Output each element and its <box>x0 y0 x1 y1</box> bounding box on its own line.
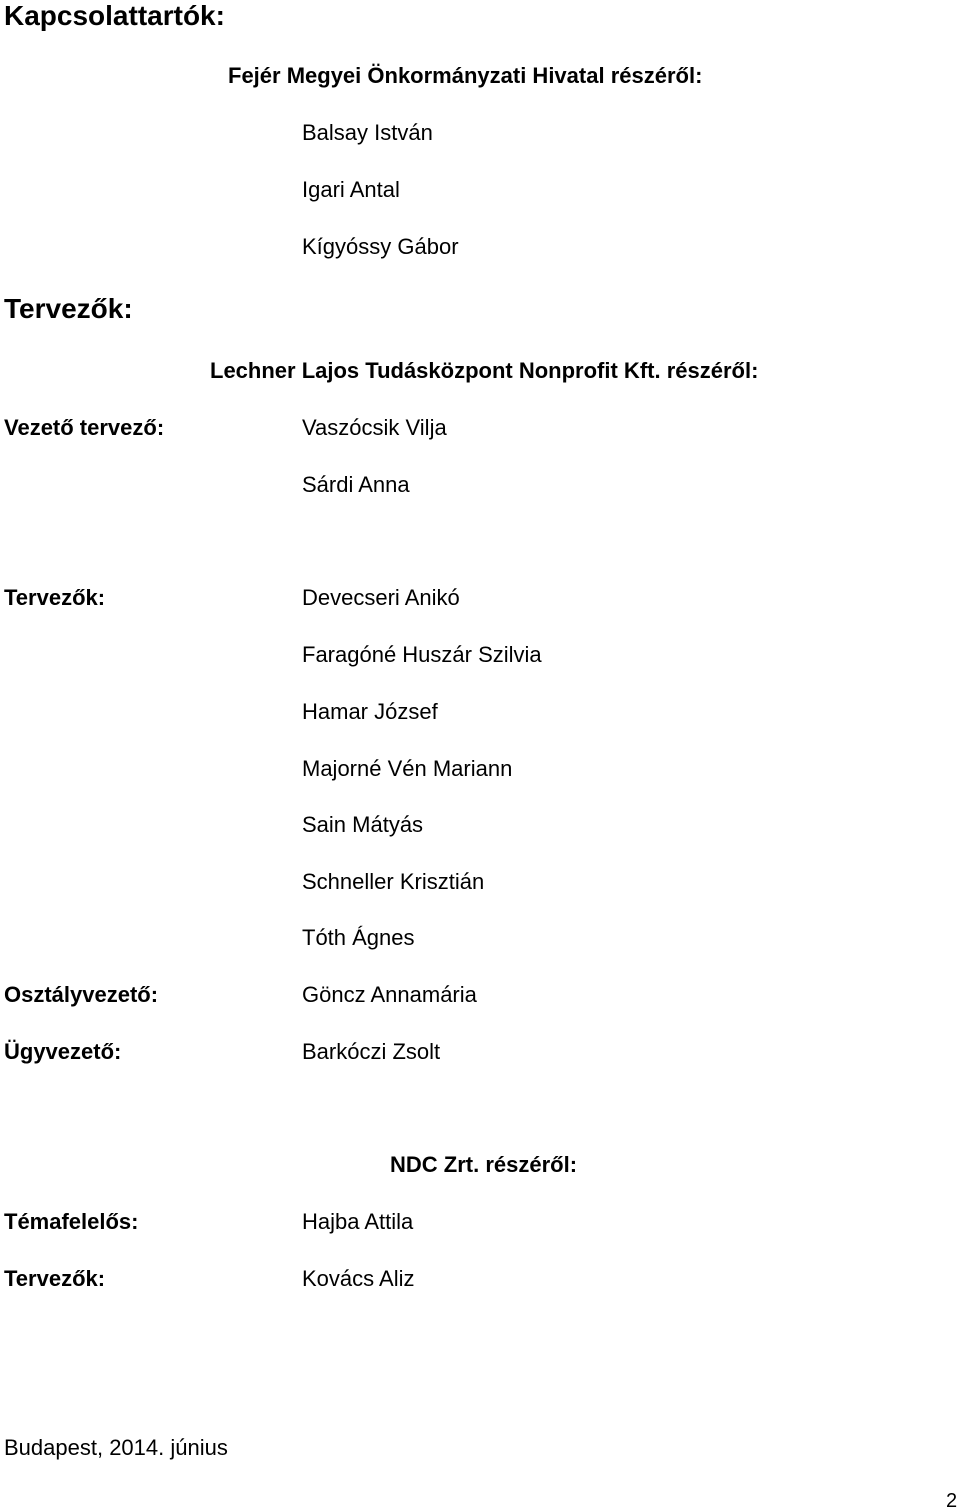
page-number: 2 <box>946 1490 958 1512</box>
ndc-designers-label: Tervezők: <box>4 1266 106 1291</box>
contact-person: Igari Antal <box>302 177 400 202</box>
designer-name: Faragóné Huszár Szilvia <box>302 642 542 667</box>
topic-lead: Hajba Attila <box>302 1209 414 1234</box>
ndc-designer: Kovács Aliz <box>302 1266 415 1291</box>
designer-name: Sain Mátyás <box>302 812 424 837</box>
contact-person: Balsay István <box>302 120 433 145</box>
lechner-org: Lechner Lajos Tudásközpont Nonprofit Kft. részéről: <box>210 358 759 383</box>
designers-label: Tervezők: <box>4 585 106 610</box>
dept-head-label: Osztályvezető: <box>4 982 159 1007</box>
lead-designer: Vaszócsik Vilja <box>302 415 447 440</box>
ndc-org: NDC Zrt. részéről: <box>390 1152 578 1177</box>
contacts-heading: Kapcsolattartók: <box>4 0 225 31</box>
dept-head: Göncz Annamária <box>302 982 477 1007</box>
managing-director: Barkóczi Zsolt <box>302 1039 441 1064</box>
lead-designer-label: Vezető tervező: <box>4 415 165 440</box>
designers-heading: Tervezők: <box>4 293 133 324</box>
lead-designer: Sárdi Anna <box>302 472 410 497</box>
managing-director-label: Ügyvezető: <box>4 1039 122 1064</box>
place-date: Budapest, 2014. június <box>4 1435 228 1460</box>
designer-name: Hamar József <box>302 699 438 724</box>
topic-lead-label: Témafelelős: <box>4 1209 139 1234</box>
designer-name: Schneller Krisztián <box>302 869 485 894</box>
contacts-org: Fejér Megyei Önkormányzati Hivatal részéről: <box>228 63 703 88</box>
contact-person: Kígyóssy Gábor <box>302 234 459 259</box>
designer-name: Devecseri Anikó <box>302 585 460 610</box>
designer-name: Majorné Vén Mariann <box>302 756 513 781</box>
designer-name: Tóth Ágnes <box>302 925 415 950</box>
